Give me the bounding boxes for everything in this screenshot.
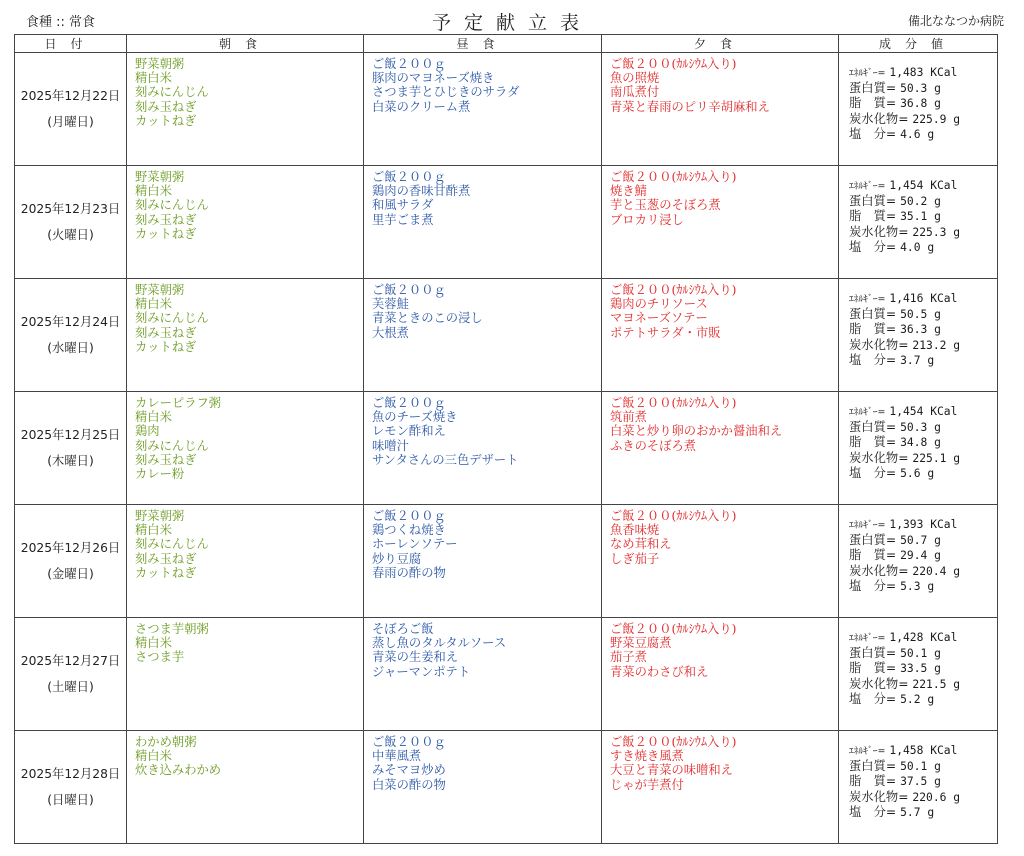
nutrition-value: 1,454 KCal [889,405,958,418]
lunch-item: 蒸し魚のタルタルソース [372,636,507,651]
nutrition-value: 4.0 g [900,240,935,254]
breakfast-cell [127,505,364,618]
nutrition-row [849,81,989,96]
weekday-text: (日曜日) [47,793,94,807]
breakfast-item: 精白米 [135,297,172,312]
breakfast-item: 刻みにんじん [135,537,209,552]
dinner-cell [602,166,839,279]
nutrition-value: 33.5 g [900,662,941,676]
nutrition-row [849,661,989,676]
nutrition-row [849,65,989,81]
date-cell [15,618,127,731]
day-row [15,505,998,618]
nutrition-value: 221.5 g [912,677,961,691]
day-row [15,731,998,844]
date-text: 2025年12月24日 [20,314,121,329]
nutrition-label: 蛋白質= [849,420,897,435]
day-row [15,392,998,505]
nutrition-label: ｴﾈﾙｷﾞｰ= [849,294,886,305]
dinner-cell [602,618,839,731]
lunch-item: 青菜の生姜和え [372,650,459,665]
nutrition-row [849,420,989,435]
nutrition-label: 脂 質= [849,661,897,676]
nutrition-label: 炭水化物= [849,337,909,352]
dinner-item: 魚の照焼 [610,71,660,86]
nutrition-label: 蛋白質= [849,81,897,96]
breakfast-item: さつま芋 [135,650,185,665]
breakfast-item: 野菜朝粥 [135,57,185,71]
nutrition-value: 1,428 KCal [889,631,958,644]
dinner-cell [602,279,839,392]
lunch-item: みそマヨ炒め [372,763,446,778]
nutrition-value: 50.1 g [900,760,941,774]
lunch-item: 味噌汁 [372,438,409,453]
nutrition-label: 塩 分= [849,804,897,819]
day-row [15,166,998,279]
nutrition-value: 35.1 g [900,210,941,224]
nutrition-row [849,517,989,533]
breakfast-cell [127,618,364,731]
lunch-cell [364,505,602,618]
nutrition-row [849,692,989,707]
lunch-item: 芙蓉鮭 [372,297,409,312]
nutrition-value: 225.3 g [912,225,961,239]
nutrition-label: 脂 質= [849,209,897,224]
nutrition-cell [839,618,998,731]
nutrition-label: 炭水化物= [849,111,909,126]
dinner-cell [602,731,839,844]
dinner-item: 大豆と青菜の味噌和え [610,763,733,778]
dinner-item: じゃが芋煮付 [610,777,684,792]
breakfast-item: 精白米 [135,749,172,764]
lunch-item: 大根煮 [372,325,409,340]
lunch-item: 豚肉のマヨネーズ焼き [372,71,495,86]
dinner-cell [602,53,839,166]
nutrition-row [849,127,989,142]
nutrition-row [849,225,989,240]
breakfast-item: 刻みにんじん [135,198,209,213]
lunch-item: ジャーマンポテト [372,664,471,679]
date-cell [15,731,127,844]
weekday-text: (月曜日) [47,115,94,129]
breakfast-item: わかめ朝粥 [135,735,197,749]
dinner-item: 筑前煮 [610,410,647,425]
nutrition-value: 50.5 g [900,308,941,322]
nutrition-row [849,435,989,450]
nutrition-label: 塩 分= [849,465,897,480]
nutrition-label: 蛋白質= [849,533,897,548]
lunch-item: ご飯２００ｇ [372,509,446,523]
menu-table [14,34,998,844]
lunch-item: 白菜のクリーム煮 [372,99,471,114]
breakfast-item: さつま芋朝粥 [135,622,209,636]
nutrition-value: 36.3 g [900,323,941,337]
nutrition-value: 1,416 KCal [889,292,958,305]
col-header-dinner: 夕食 [602,35,839,53]
nutrition-row [849,564,989,579]
dinner-item: 青菜のわさび和え [610,664,709,679]
dinner-item: ご飯２００(ｶﾙｼｳﾑ入り) [610,735,737,749]
nutrition-value: 29.4 g [900,549,941,563]
col-header-lunch: 昼食 [364,35,602,53]
dinner-item: 白菜と炒り卵のおかか醤油和え [610,424,783,439]
breakfast-item: 精白米 [135,636,172,651]
date-text: 2025年12月23日 [20,201,121,216]
lunch-item: サンタさんの三色デザート [372,452,519,467]
nutrition-value: 1,454 KCal [889,179,958,192]
nutrition-value: 1,458 KCal [889,744,958,757]
lunch-item: ホーレンソテー [372,537,458,552]
dinner-item: ご飯２００(ｶﾙｼｳﾑ入り) [610,170,737,184]
breakfast-item: 刻み玉ねぎ [135,551,197,566]
lunch-item: 白菜の酢の物 [372,777,446,792]
lunch-item: ご飯２００ｇ [372,170,446,184]
breakfast-item: カレーピラフ粥 [135,396,222,410]
nutrition-row [849,338,989,353]
lunch-item: 和風サラダ [372,198,434,213]
breakfast-item: 鶏肉 [135,424,160,439]
nutrition-value: 5.6 g [900,466,935,480]
dinner-item: すき焼き風煮 [610,749,684,764]
day-row [15,53,998,166]
nutrition-value: 50.3 g [900,421,941,435]
page-title: 予定献立表 [431,12,592,34]
weekday-text: (木曜日) [47,454,94,468]
dinner-item: ご飯２００(ｶﾙｼｳﾑ入り) [610,283,737,297]
breakfast-item: 精白米 [135,523,172,538]
breakfast-item: 野菜朝粥 [135,170,185,184]
lunch-item: ご飯２００ｇ [372,735,446,749]
nutrition-value: 225.1 g [912,451,961,465]
nutrition-label: 脂 質= [849,548,897,563]
dinner-item: ご飯２００(ｶﾙｼｳﾑ入り) [610,57,737,71]
date-cell [15,166,127,279]
weekday-text: (火曜日) [47,228,94,242]
breakfast-item: 刻みにんじん [135,85,209,100]
date-cell [15,505,127,618]
nutrition-label: ｴﾈﾙｷﾞｰ= [849,407,886,418]
nutrition-value: 1,393 KCal [889,518,958,531]
lunch-item: レモン酢和え [372,424,446,439]
nutrition-row [849,630,989,646]
breakfast-item: カットねぎ [135,113,197,128]
nutrition-label: 炭水化物= [849,450,909,465]
nutrition-label: 塩 分= [849,691,897,706]
nutrition-row [849,404,989,420]
weekday-text: (金曜日) [47,567,94,581]
meal-category: 食種 :: 常食 [26,15,96,30]
nutrition-row [849,178,989,194]
nutrition-value: 50.3 g [900,82,941,96]
nutrition-value: 5.3 g [900,579,935,593]
nutrition-label: ｴﾈﾙｷﾞｰ= [849,520,886,531]
lunch-item: 鶏つくね焼き [372,523,446,538]
dinner-item: 青菜と春雨のピリ辛胡麻和え [610,99,770,114]
dinner-item: 鶏肉のチリソース [610,297,708,312]
lunch-item: 中華風煮 [372,749,422,764]
lunch-item: 里芋ごま煮 [372,212,434,227]
breakfast-item: カレー粉 [135,467,185,482]
menu-body [15,53,998,844]
lunch-cell [364,731,602,844]
nutrition-row [849,96,989,111]
nutrition-label: 脂 質= [849,435,897,450]
nutrition-row [849,646,989,661]
lunch-cell [364,53,602,166]
nutrition-value: 50.7 g [900,534,941,548]
nutrition-value: 5.2 g [900,692,935,706]
breakfast-item: 刻み玉ねぎ [135,212,197,227]
header-row [15,35,998,53]
day-row [15,618,998,731]
breakfast-item: 炊き込みわかめ [135,763,222,778]
nutrition-label: 蛋白質= [849,307,897,322]
nutrition-row [849,790,989,805]
nutrition-label: 脂 質= [849,96,897,111]
nutrition-row [849,291,989,307]
dinner-item: なめ茸和え [610,537,672,552]
date-cell [15,392,127,505]
nutrition-value: 37.5 g [900,775,941,789]
nutrition-row [849,240,989,255]
date-text: 2025年12月28日 [20,766,121,781]
breakfast-item: 刻み玉ねぎ [135,325,197,340]
dinner-item: ブロカリ浸し [610,212,684,227]
nutrition-label: 塩 分= [849,352,897,367]
weekday-text: (水曜日) [47,341,94,355]
nutrition-row [849,759,989,774]
nutrition-label: ｴﾈﾙｷﾞｰ= [849,746,886,757]
dinner-item: 野菜豆腐煮 [610,636,672,651]
dinner-item: 魚香味焼 [610,523,660,538]
dinner-item: 茄子煮 [610,650,647,665]
weekday-text: (土曜日) [47,680,94,694]
nutrition-cell [839,166,998,279]
lunch-item: 炒り豆腐 [372,551,422,566]
lunch-item: さつま芋とひじきのサラダ [372,85,520,100]
nutrition-row [849,307,989,322]
day-row [15,279,998,392]
breakfast-cell [127,392,364,505]
nutrition-label: 炭水化物= [849,676,909,691]
date-text: 2025年12月26日 [20,540,121,555]
nutrition-value: 213.2 g [912,338,961,352]
dinner-item: マヨネーズソテー [610,311,708,326]
lunch-item: そぼろご飯 [372,622,434,636]
nutrition-value: 220.4 g [912,564,961,578]
nutrition-label: 蛋白質= [849,646,897,661]
nutrition-label: 炭水化物= [849,563,909,578]
dinner-item: ふきのそぼろ煮 [610,438,697,453]
nutrition-row [849,805,989,820]
nutrition-cell [839,505,998,618]
lunch-item: 青菜ときのこの浸し [372,311,483,326]
col-header-breakfast: 朝食 [127,35,364,53]
lunch-item: 鶏肉の香味甘酢煮 [372,184,471,199]
breakfast-item: 精白米 [135,410,172,425]
nutrition-value: 50.2 g [900,195,941,209]
nutrition-label: 蛋白質= [849,759,897,774]
breakfast-item: カットねぎ [135,339,197,354]
nutrition-cell [839,53,998,166]
nutrition-row [849,579,989,594]
breakfast-item: 野菜朝粥 [135,283,185,297]
nutrition-label: 塩 分= [849,578,897,593]
lunch-cell [364,166,602,279]
date-cell [15,53,127,166]
breakfast-cell [127,53,364,166]
nutrition-label: 塩 分= [849,239,897,254]
breakfast-cell [127,166,364,279]
nutrition-cell [839,392,998,505]
nutrition-row [849,451,989,466]
nutrition-label: 脂 質= [849,322,897,337]
dinner-item: ご飯２００(ｶﾙｼｳﾑ入り) [610,509,737,523]
dinner-item: ご飯２００(ｶﾙｼｳﾑ入り) [610,622,737,636]
breakfast-item: 刻みにんじん [135,311,209,326]
date-text: 2025年12月25日 [20,427,121,442]
lunch-item: 魚のチーズ焼き [372,410,458,425]
lunch-item: ご飯２００ｇ [372,283,446,297]
date-text: 2025年12月27日 [20,653,121,668]
hospital-name: 備北ななつか病院 [907,14,1004,28]
dinner-item: 焼き鯖 [610,184,647,199]
nutrition-cell [839,731,998,844]
dinner-cell [602,392,839,505]
date-text: 2025年12月22日 [20,88,121,103]
lunch-item: 春雨の酢の物 [372,565,446,580]
nutrition-row [849,548,989,563]
nutrition-row [849,743,989,759]
breakfast-item: 刻み玉ねぎ [135,452,197,467]
nutrition-cell [839,279,998,392]
breakfast-cell [127,279,364,392]
nutrition-label: ｴﾈﾙｷﾞｰ= [849,181,886,192]
nutrition-value: 225.9 g [912,112,961,126]
nutrition-row [849,112,989,127]
dinner-cell [602,505,839,618]
nutrition-value: 4.6 g [900,127,935,141]
nutrition-row [849,677,989,692]
nutrition-row [849,322,989,337]
dinner-item: ご飯２００(ｶﾙｼｳﾑ入り) [610,396,737,410]
breakfast-item: 刻みにんじん [135,438,209,453]
breakfast-item: 精白米 [135,71,172,86]
nutrition-row [849,209,989,224]
breakfast-item: カットねぎ [135,565,197,580]
dinner-item: ポテトサラダ・市販 [610,325,721,340]
nutrition-value: 36.8 g [900,97,941,111]
dinner-item: 南瓜煮付 [610,85,660,100]
nutrition-label: 脂 質= [849,774,897,789]
nutrition-value: 50.1 g [900,647,941,661]
nutrition-value: 5.7 g [900,805,935,819]
nutrition-label: 蛋白質= [849,194,897,209]
col-header-date: 日付 [15,35,127,53]
lunch-cell [364,618,602,731]
breakfast-item: 野菜朝粥 [135,509,185,523]
nutrition-row [849,466,989,481]
col-header-nutrition: 成分値 [839,35,998,53]
nutrition-row [849,194,989,209]
nutrition-value: 220.6 g [912,790,961,804]
dinner-item: 芋と玉葱のそぼろ煮 [610,198,721,213]
nutrition-row [849,533,989,548]
nutrition-label: 炭水化物= [849,224,909,239]
lunch-item: ご飯２００ｇ [372,396,446,410]
nutrition-value: 34.8 g [900,436,941,450]
lunch-cell [364,279,602,392]
nutrition-row [849,774,989,789]
nutrition-label: 炭水化物= [849,789,909,804]
nutrition-label: ｴﾈﾙｷﾞｰ= [849,633,886,644]
dinner-item: しぎ茄子 [610,551,660,566]
lunch-item: ご飯２００ｇ [372,57,446,71]
breakfast-cell [127,731,364,844]
breakfast-item: 精白米 [135,184,172,199]
nutrition-value: 3.7 g [900,353,935,367]
date-cell [15,279,127,392]
breakfast-item: 刻み玉ねぎ [135,99,197,114]
nutrition-label: 塩 分= [849,126,897,141]
nutrition-value: 1,483 KCal [889,66,958,79]
lunch-cell [364,392,602,505]
nutrition-row [849,353,989,368]
breakfast-item: カットねぎ [135,226,197,241]
nutrition-label: ｴﾈﾙｷﾞｰ= [849,68,886,79]
